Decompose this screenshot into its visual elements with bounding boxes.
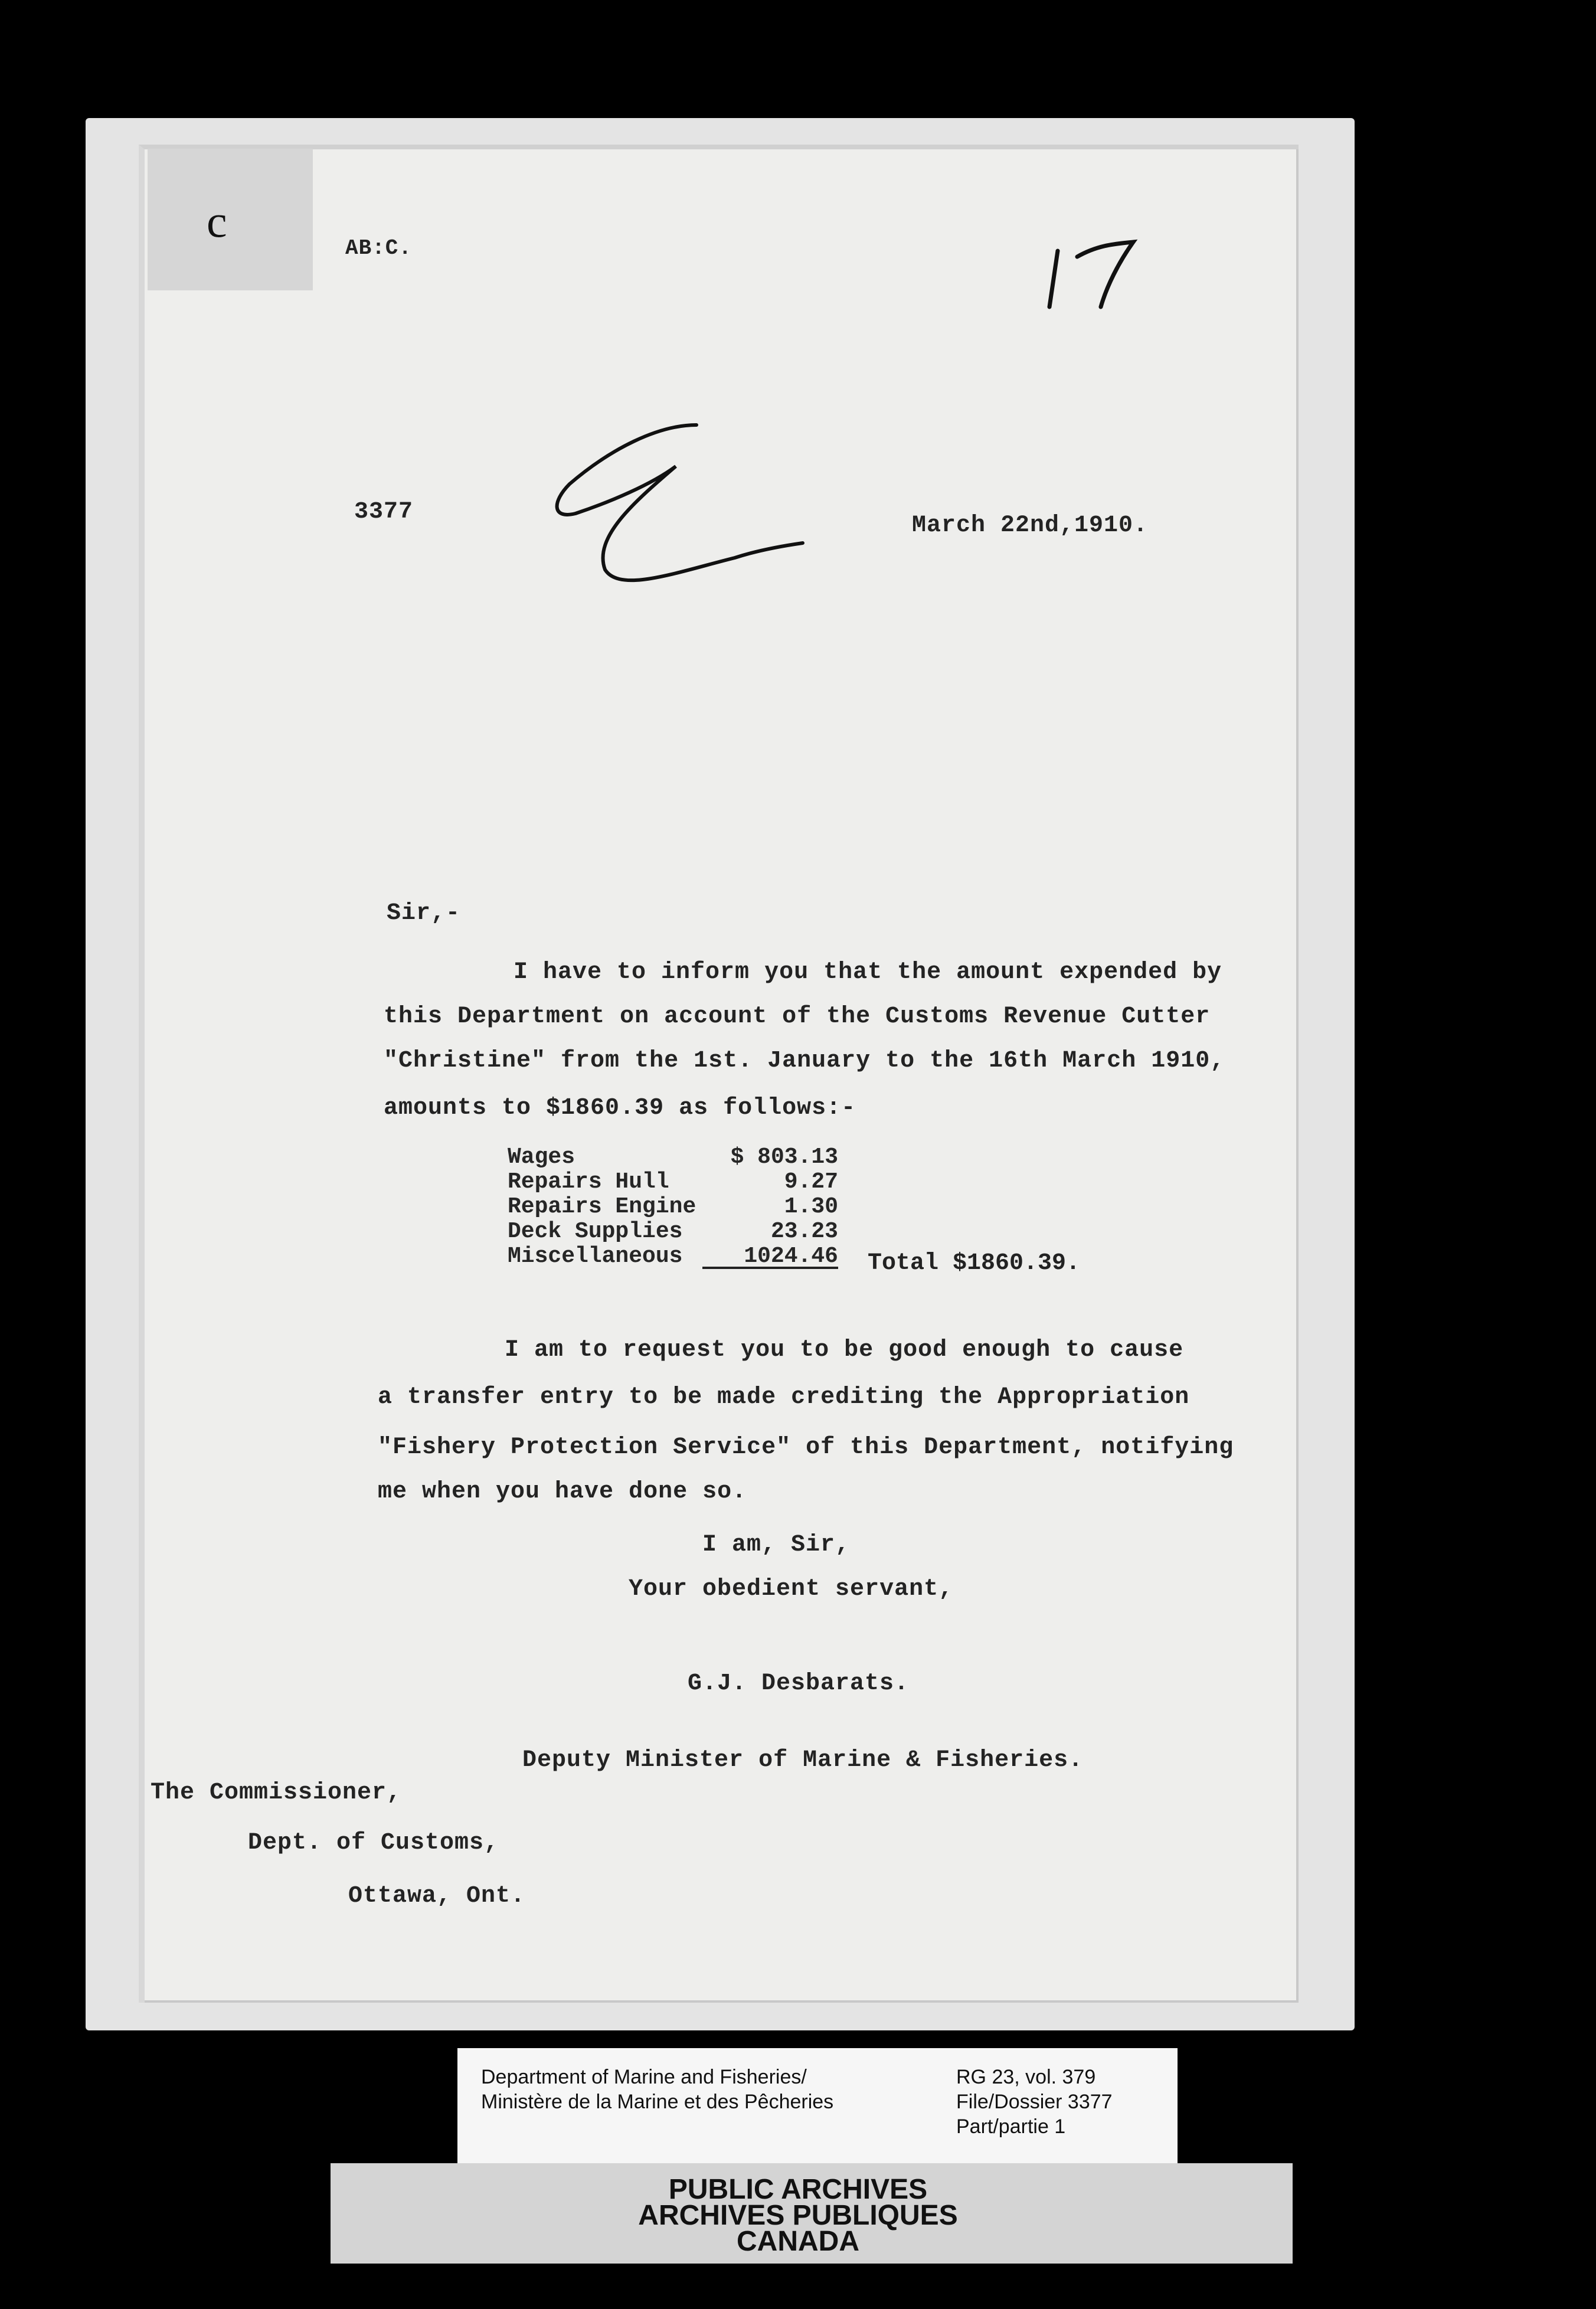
archive-reference-label [457,2048,1178,2166]
paragraph2-line3: "Fishery Protection Service" of this Department, notifying [378,1434,1234,1461]
signatory-name: G.J. Desbarats. [688,1670,910,1697]
label-department-en: Department of Marine and Fisheries/ [481,2066,807,2088]
letter-date: March 22nd,1910. [912,512,1149,539]
expense-row [508,1219,838,1244]
paragraph2-line2: a transfer entry to be made crediting the Appropriation [378,1384,1190,1411]
expense-item: Miscellaneous [508,1244,683,1269]
expense-amount: 9.27 [784,1169,838,1195]
expense-amount: 1.30 [784,1194,838,1219]
reference-initials: AB:C. [345,236,413,260]
expense-row [508,1145,838,1170]
signatory-title: Deputy Minister of Marine & Fisheries. [522,1747,1084,1774]
handwritten-folio-number [1045,233,1139,310]
paragraph2-line1: I am to request you to be good enough to cause [505,1337,1184,1363]
expense-row [508,1170,838,1195]
expense-item: Deck Supplies [508,1219,683,1244]
label-part: Part/partie 1 [956,2115,1066,2138]
label-file-number: File/Dossier 3377 [956,2091,1113,2113]
salutation: Sir,- [387,900,461,927]
stamp-line3: CANADA [737,2226,859,2257]
paragraph1-line4: amounts to $1860.39 as follows:- [384,1095,856,1121]
addressee-line1: The Commissioner, [151,1780,402,1806]
paragraph2-line4: me when you have done so. [378,1479,747,1505]
expense-row [508,1195,838,1219]
expense-amount: $ 803.13 [730,1144,838,1170]
stamp-line1: PUBLIC ARCHIVES [668,2174,928,2205]
closing-line2: Your obedient servant, [629,1576,954,1602]
label-rg-volume: RG 23, vol. 379 [956,2066,1096,2088]
paragraph1-line2: this Department on account of the Customs Revenue Cutter [384,1003,1211,1030]
corner-handwritten-mark: c [207,195,227,247]
expense-ledger [508,1145,838,1269]
expense-row [508,1244,838,1269]
expense-item: Repairs Hull [508,1169,669,1195]
expense-amount: 23.23 [770,1219,838,1244]
file-number: 3377 [354,499,414,525]
addressee-line3: Ottawa, Ont. [348,1883,526,1909]
expense-item: Wages [508,1144,575,1170]
stamp-line2: ARCHIVES PUBLIQUES [638,2200,958,2231]
corner-patch [148,149,313,290]
expense-amount: 1024.46 [702,1244,838,1269]
expense-total: Total $1860.39. [868,1250,1081,1277]
addressee-line2: Dept. of Customs, [248,1830,499,1856]
expense-item: Repairs Engine [508,1194,696,1219]
label-department-fr: Ministère de la Marine et des Pêcheries [481,2091,834,2113]
paragraph1-line3: "Christine" from the 1st. January to the 16th March 1910, [384,1048,1225,1074]
closing-line1: I am, Sir, [702,1532,851,1558]
handwritten-flourish [540,413,812,596]
paragraph1-line1: I have to inform you that the amount expended by [514,959,1222,986]
